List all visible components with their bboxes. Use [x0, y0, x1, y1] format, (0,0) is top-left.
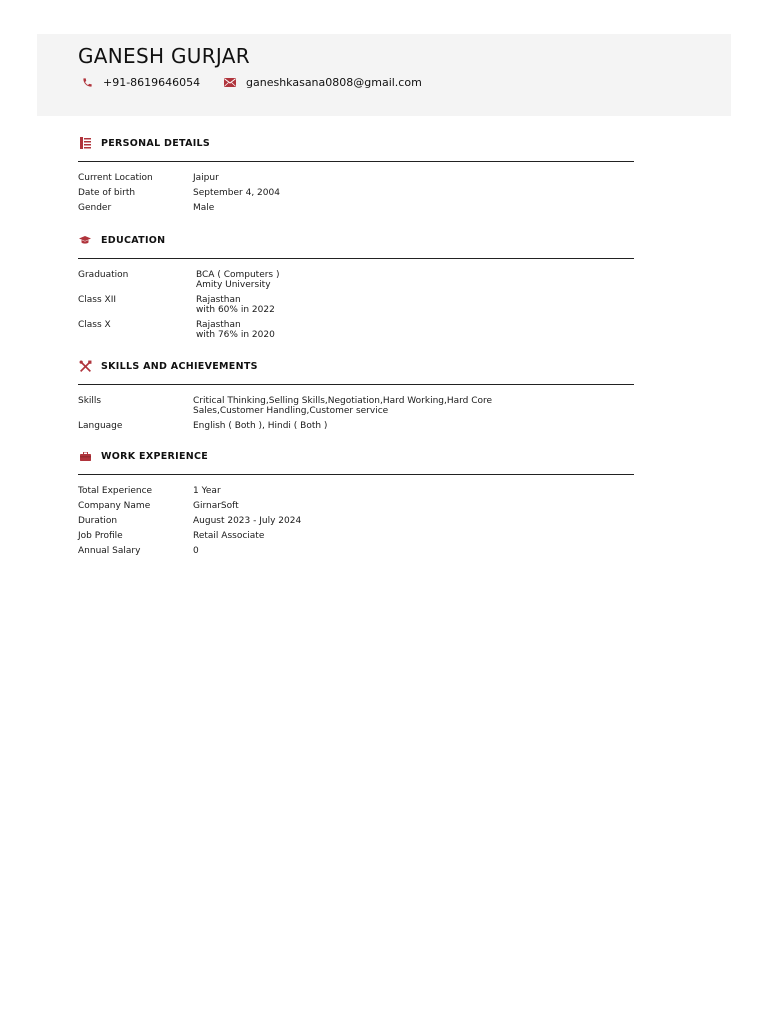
work-label: Company Name: [78, 501, 151, 511]
phone-icon: [81, 77, 93, 89]
section-heading: [78, 231, 634, 249]
work-label: Job Profile: [78, 531, 123, 541]
tools-icon: [78, 359, 92, 373]
section-heading: [78, 447, 634, 465]
education-level: Class X: [78, 320, 111, 330]
education-row: [78, 320, 634, 340]
work-value: GirnarSoft: [193, 501, 239, 511]
language-label: Language: [78, 421, 123, 431]
skills-row: [78, 396, 634, 416]
work-value: Retail Associate: [193, 531, 265, 541]
work-row: [78, 501, 634, 511]
education-detail: [193, 270, 634, 290]
detail-row: [78, 173, 634, 183]
education-detail: [193, 295, 634, 315]
work-label: Duration: [78, 516, 118, 526]
detail-value: September 4, 2004: [193, 188, 280, 198]
phone-contact: [81, 76, 200, 89]
work-row: [78, 531, 634, 541]
work-label: Annual Salary: [78, 546, 141, 556]
education-line: with 76% in 2020: [196, 330, 275, 340]
work-row: [78, 486, 634, 496]
education-line: Rajasthan: [196, 295, 241, 305]
personal-details-section: [78, 134, 634, 218]
detail-label: Gender: [78, 203, 112, 213]
education-line: BCA ( Computers ): [196, 270, 280, 280]
phone-number: +91-8619646054: [103, 76, 201, 89]
section-divider: [78, 474, 634, 475]
education-row: [78, 295, 634, 315]
work-value: 0: [193, 546, 199, 556]
detail-row: [78, 188, 634, 198]
section-divider: [78, 258, 634, 259]
personal-details-list: [78, 173, 634, 213]
email-address: ganeshkasana0808@gmail.com: [246, 76, 422, 89]
candidate-name: GANESH GURJAR: [78, 44, 250, 68]
skills-line: Critical Thinking,Selling Skills,Negotiation,Hard Working,Hard Core: [193, 396, 493, 406]
detail-label: Current Location: [78, 173, 153, 183]
education-level: Class XII: [78, 295, 117, 305]
section-title: EDUCATION: [101, 234, 166, 246]
skills-label: Skills: [78, 396, 102, 406]
language-row: [78, 421, 634, 431]
work-label: Total Experience: [78, 486, 153, 496]
education-line: Rajasthan: [196, 320, 241, 330]
work-row: [78, 516, 634, 526]
section-title: WORK EXPERIENCE: [101, 450, 209, 462]
section-divider: [78, 384, 634, 385]
graduation-cap-icon: [78, 233, 92, 247]
education-section: [78, 231, 634, 345]
section-divider: [78, 161, 634, 162]
education-level: Graduation: [78, 270, 129, 280]
section-heading: [78, 134, 634, 152]
skills-value: [193, 396, 634, 416]
envelope-icon: [224, 77, 236, 89]
work-row: [78, 546, 634, 556]
education-list: [78, 270, 634, 340]
education-line: with 60% in 2022: [196, 305, 275, 315]
section-heading: [78, 357, 634, 375]
detail-value: Male: [193, 203, 215, 213]
skills-line: Sales,Customer Handling,Customer service: [193, 406, 389, 416]
work-experience-list: [78, 486, 634, 556]
detail-value: Jaipur: [193, 173, 219, 183]
work-value: 1 Year: [193, 486, 221, 496]
email-contact: [224, 76, 422, 89]
detail-row: [78, 203, 634, 213]
work-experience-section: [78, 447, 634, 561]
section-title: SKILLS AND ACHIEVEMENTS: [101, 360, 258, 372]
briefcase-icon: [78, 449, 92, 463]
detail-label: Date of birth: [78, 188, 136, 198]
education-detail: [193, 320, 634, 340]
work-value: August 2023 - July 2024: [193, 516, 302, 526]
education-line: Amity University: [196, 280, 271, 290]
skills-section: [78, 357, 634, 436]
language-value: English ( Both ), Hindi ( Both ): [193, 421, 328, 431]
list-icon: [78, 136, 92, 150]
skills-list: [78, 396, 634, 431]
education-row: [78, 270, 634, 290]
section-title: PERSONAL DETAILS: [101, 137, 211, 149]
resume-header: [37, 34, 731, 116]
